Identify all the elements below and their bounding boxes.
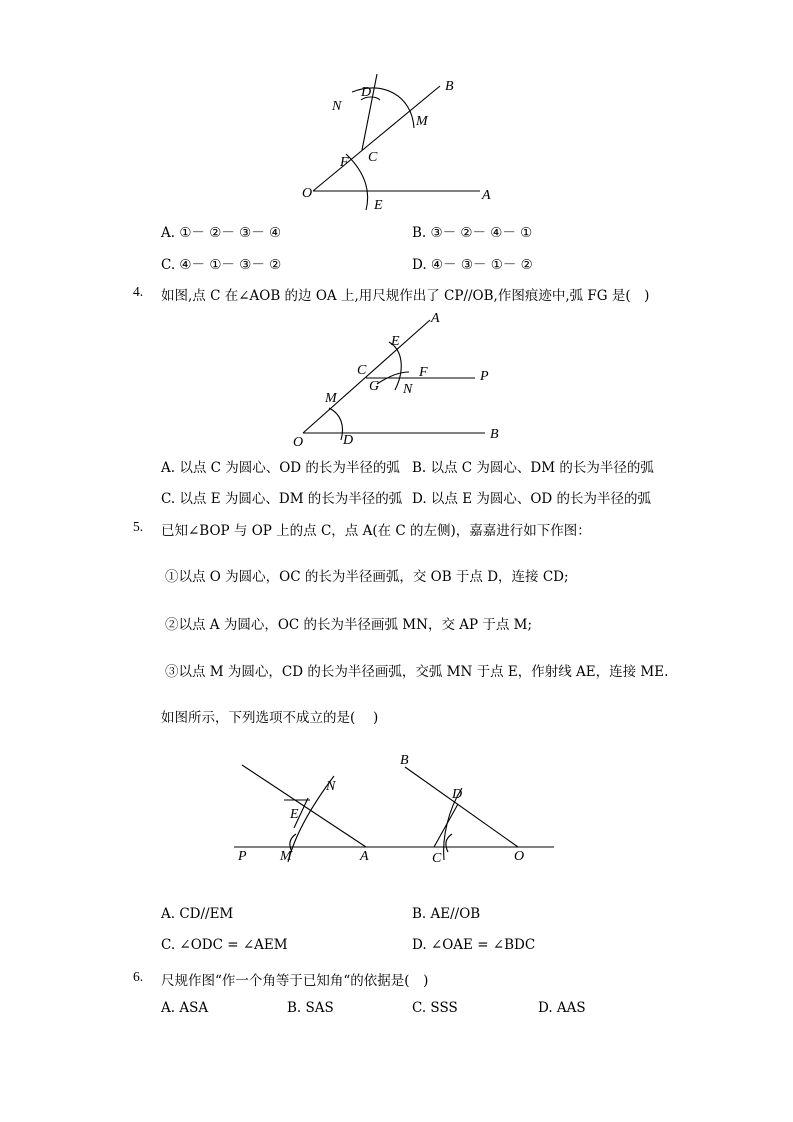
q5-question: 如图所示，下列选项不成立的是( ) <box>161 710 379 726</box>
label-n: N <box>403 382 413 397</box>
label-d: D <box>452 787 463 802</box>
q4-number: 4. <box>133 284 144 299</box>
label-g: G <box>369 379 380 394</box>
q4-option-c[interactable]: C. 以点 E 为圆心、DM 的长为半径的弧 <box>161 491 403 507</box>
arc-c <box>446 834 452 852</box>
label-a: A <box>431 311 440 326</box>
arc-md <box>329 408 343 440</box>
q6-option-d[interactable]: D. AAS <box>538 1000 586 1016</box>
label-b: B <box>400 753 409 768</box>
label-a: A <box>482 188 491 203</box>
q4-figure <box>285 308 515 450</box>
label-e: E <box>290 807 299 822</box>
arc-ef <box>346 154 368 210</box>
q5-stem: 已知∠BOP 与 OP 上的点 C，点 A(在 C 的左侧)，嘉嘉进行如下作图： <box>161 523 591 539</box>
q6-option-c[interactable]: C. SSS <box>412 1000 458 1016</box>
q4-stem: 如图,点 C 在∠AOB 的边 OA 上,用尺规作出了 CP//OB,作图痕迹中,弧 FG 是( ) <box>161 288 650 304</box>
label-p: P <box>480 369 489 384</box>
label-e: E <box>374 198 383 213</box>
q4-option-d[interactable]: D. 以点 E 为圆心、OD 的长为半径的弧 <box>412 491 652 507</box>
q3-option-d[interactable]: D. ④－ ③－ ①－ ② <box>412 257 533 273</box>
q6-option-b[interactable]: B. SAS <box>287 1000 334 1016</box>
label-a: A <box>360 849 369 864</box>
label-n: N <box>326 779 336 794</box>
label-d: D <box>343 433 354 448</box>
label-o: O <box>293 435 304 450</box>
label-b: B <box>490 427 499 442</box>
label-f: F <box>419 365 428 380</box>
label-m: M <box>280 849 292 864</box>
label-o: O <box>302 186 313 201</box>
q5-option-a[interactable]: A. CD//EM <box>161 906 234 922</box>
q5-step-3: ③以点 M 为圆心，CD 的长为半径画弧，交弧 MN 于点 E，作射线 AE，连接 ME. <box>165 664 669 680</box>
label-f: F <box>340 155 349 170</box>
label-p: P <box>238 849 247 864</box>
q3-option-b[interactable]: B. ③－ ②－ ④－ ① <box>412 225 533 241</box>
q3-option-a[interactable]: A. ①－ ②－ ③－ ④ <box>161 225 282 241</box>
label-n: N <box>332 99 342 114</box>
label-c: C <box>432 851 442 866</box>
q3-figure <box>290 70 510 220</box>
q6-stem: 尺规作图“作一个角等于已知角“的依据是( ) <box>161 973 429 989</box>
ray-ob <box>405 767 518 847</box>
q5-step-1: ①以点 O 为圆心，OC 的长为半径画弧，交 OB 于点 D，连接 CD; <box>165 569 569 585</box>
q6-number: 6. <box>133 969 144 984</box>
q5-figure <box>228 748 558 868</box>
label-c: C <box>357 363 367 378</box>
q4-option-b[interactable]: B. 以点 C 为圆心、DM 的长为半径的弧 <box>412 460 654 476</box>
q6-option-a[interactable]: A. ASA <box>161 1000 209 1016</box>
q5-number: 5. <box>133 519 144 534</box>
label-b: B <box>445 79 454 94</box>
q5-option-b[interactable]: B. AE//OB <box>412 906 481 922</box>
q5-option-c[interactable]: C. ∠ODC = ∠AEM <box>161 937 288 953</box>
label-m: M <box>416 114 428 129</box>
label-d: D <box>361 85 372 100</box>
label-o: O <box>514 849 525 864</box>
label-e: E <box>391 334 400 349</box>
q4-option-a[interactable]: A. 以点 C 为圆心、OD 的长为半径的弧 <box>161 460 400 476</box>
q3-option-c[interactable]: C. ④－ ①－ ③－ ② <box>161 257 282 273</box>
label-m: M <box>325 391 337 406</box>
q5-option-d[interactable]: D. ∠OAE = ∠BDC <box>412 937 536 953</box>
arc-en <box>389 342 401 390</box>
label-c: C <box>368 150 378 165</box>
ray-oa <box>303 320 430 433</box>
q5-step-2: ②以点 A 为圆心，OC 的长为半径画弧 MN，交 AP 于点 M; <box>165 617 533 633</box>
